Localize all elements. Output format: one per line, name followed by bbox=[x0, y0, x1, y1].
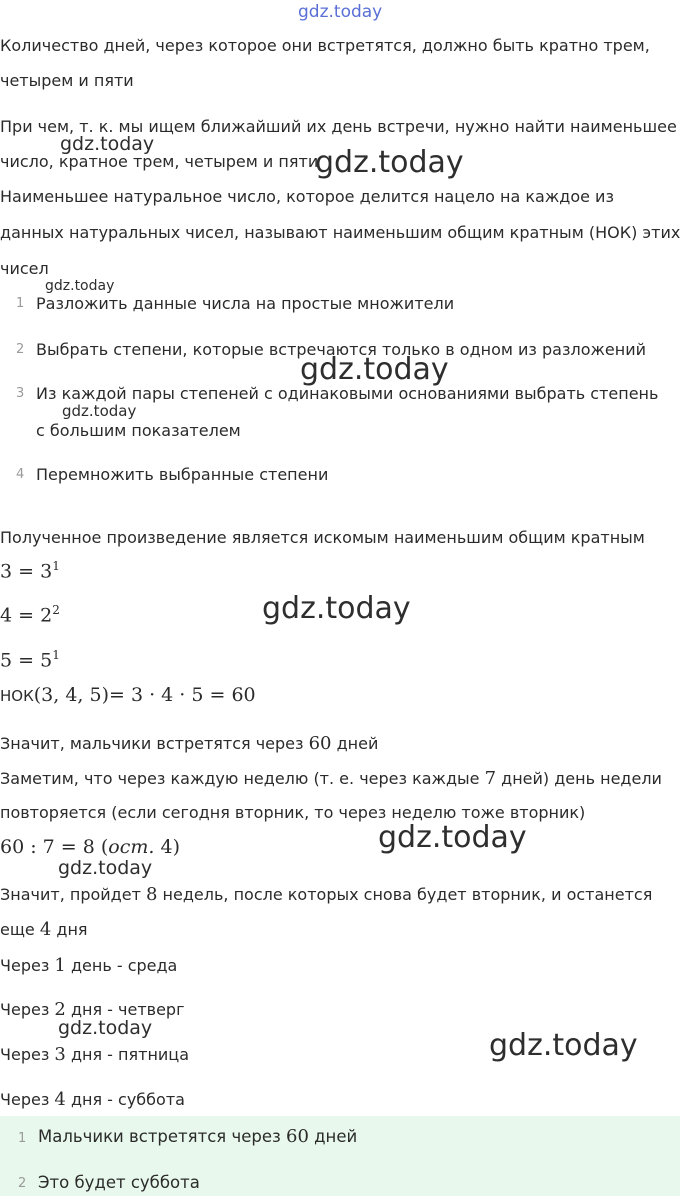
step-text: Разложить данные числа на простые множители bbox=[36, 294, 455, 313]
day-prefix: Через bbox=[0, 1045, 55, 1064]
factorization-exponent: 1 bbox=[52, 559, 60, 573]
answer-suffix: дней bbox=[308, 1127, 358, 1146]
answer-number: 2 bbox=[18, 1176, 27, 1191]
factorization-exponent: 2 bbox=[52, 603, 60, 617]
watermark: gdz.today bbox=[58, 857, 153, 879]
step-text: Перемножить выбранные степени bbox=[36, 465, 329, 484]
site-header-watermark: gdz.today bbox=[298, 2, 383, 22]
meet-days-number: 60 bbox=[308, 733, 332, 754]
weeks-l2-suffix: дня bbox=[51, 920, 88, 939]
day-prefix: Через bbox=[0, 1000, 55, 1019]
intro-text-line: Наименьшее натуральное число, которое делится нацело на каждое из bbox=[0, 187, 614, 206]
watermark: gdz.today bbox=[45, 278, 115, 294]
division-remainder-word: ост. bbox=[108, 836, 155, 858]
factorization-5 bbox=[0, 648, 60, 671]
step-text: Выбрать степени, которые встречаются только в одном из разложений bbox=[36, 340, 647, 359]
watermark: gdz.today bbox=[300, 352, 449, 387]
watermark: gdz.today bbox=[262, 591, 411, 626]
day-number: 2 bbox=[54, 999, 66, 1020]
day-suffix: дня - четверг bbox=[65, 1000, 185, 1019]
watermark: gdz.today bbox=[315, 145, 464, 180]
lcm-line bbox=[0, 684, 256, 706]
intro-text-line: При чем, т. к. мы ищем ближайший их день встречи, нужно найти наименьшее bbox=[0, 117, 677, 136]
week-prefix: Заметим, что через каждую неделю (т. е. через каждые bbox=[0, 769, 485, 788]
day-line bbox=[0, 955, 177, 976]
meet-prefix: Значит, мальчики встретятся через bbox=[0, 734, 309, 753]
lcm-args: (3, 4, 5) bbox=[33, 684, 109, 706]
answer-box bbox=[0, 1116, 680, 1196]
watermark: gdz.today bbox=[58, 1017, 153, 1039]
intro-text-line: данных натуральных чисел, называют наименьшим общим кратным (НОК) этих bbox=[0, 223, 680, 242]
lcm-label: НОК bbox=[0, 687, 34, 705]
division-expression bbox=[0, 836, 180, 858]
weeks-suffix: недель, после которых снова будет вторник, и останется bbox=[157, 885, 653, 904]
weeks-l2-number: 4 bbox=[39, 919, 52, 940]
weeks-l2-prefix: еще bbox=[0, 920, 40, 939]
answer-text bbox=[38, 1126, 357, 1147]
day-number: 3 bbox=[54, 1044, 66, 1065]
division-remainder: 4) bbox=[154, 836, 180, 858]
week-line-2: повторяется (если сегодня вторник, то через неделю тоже вторник) bbox=[0, 803, 586, 822]
intro-text-line: Количество дней, через которое они встретятся, должно быть кратно трем, bbox=[0, 36, 650, 55]
watermark: gdz.today bbox=[60, 133, 155, 155]
day-line bbox=[0, 1089, 185, 1110]
factorization-lhs: 3 = 3 bbox=[0, 560, 53, 583]
meet-suffix: дней bbox=[331, 734, 379, 753]
watermark: gdz.today bbox=[378, 820, 527, 855]
intro-text-line: четырем и пяти bbox=[0, 71, 134, 90]
day-prefix: Через bbox=[0, 1090, 55, 1109]
meet-line bbox=[0, 733, 378, 754]
step-number: 3 bbox=[16, 386, 25, 401]
factorization-3 bbox=[0, 559, 60, 582]
division-main: 60 : 7 = 8 ( bbox=[0, 836, 109, 858]
step-text: Из каждой пары степеней с одинаковыми основаниями выбрать степень bbox=[36, 384, 659, 403]
day-suffix: день - среда bbox=[65, 956, 178, 975]
step-text-continued: с большим показателем bbox=[36, 421, 241, 440]
week-suffix: дней) день недели bbox=[496, 769, 662, 788]
weeks-line-1 bbox=[0, 884, 652, 905]
day-suffix: дня - пятница bbox=[65, 1045, 189, 1064]
step-number: 2 bbox=[16, 342, 25, 357]
weeks-number: 8 bbox=[145, 884, 158, 905]
week-line-1 bbox=[0, 768, 662, 789]
week-number: 7 bbox=[484, 768, 497, 789]
watermark: gdz.today bbox=[62, 402, 137, 420]
answer-number: 1 bbox=[18, 1131, 27, 1146]
intro-text-line: чисел bbox=[0, 259, 49, 278]
factorization-lhs: 4 = 2 bbox=[0, 604, 53, 627]
day-number: 1 bbox=[54, 955, 66, 976]
day-line bbox=[0, 1044, 189, 1065]
factorization-exponent: 1 bbox=[52, 648, 60, 662]
answer-value: 60 bbox=[286, 1126, 309, 1147]
lcm-expression: = 3 · 4 · 5 = 60 bbox=[109, 684, 256, 706]
step-number: 4 bbox=[16, 467, 25, 482]
result-text: Полученное произведение является искомым наименьшим общим кратным bbox=[0, 528, 645, 547]
step-number: 1 bbox=[16, 296, 25, 311]
factorization-4 bbox=[0, 603, 60, 626]
weeks-line-2 bbox=[0, 919, 88, 940]
day-prefix: Через bbox=[0, 956, 55, 975]
factorization-lhs: 5 = 5 bbox=[0, 649, 53, 672]
day-number: 4 bbox=[54, 1089, 66, 1110]
day-suffix: дня - суббота bbox=[65, 1090, 185, 1109]
answer-text: Это будет суббота bbox=[38, 1173, 200, 1192]
weeks-prefix: Значит, пройдет bbox=[0, 885, 146, 904]
intro-text-line: число, кратное трем, четырем и пяти bbox=[0, 152, 319, 171]
answer-prefix: Мальчики встретятся через bbox=[38, 1127, 286, 1146]
watermark: gdz.today bbox=[489, 1028, 638, 1063]
